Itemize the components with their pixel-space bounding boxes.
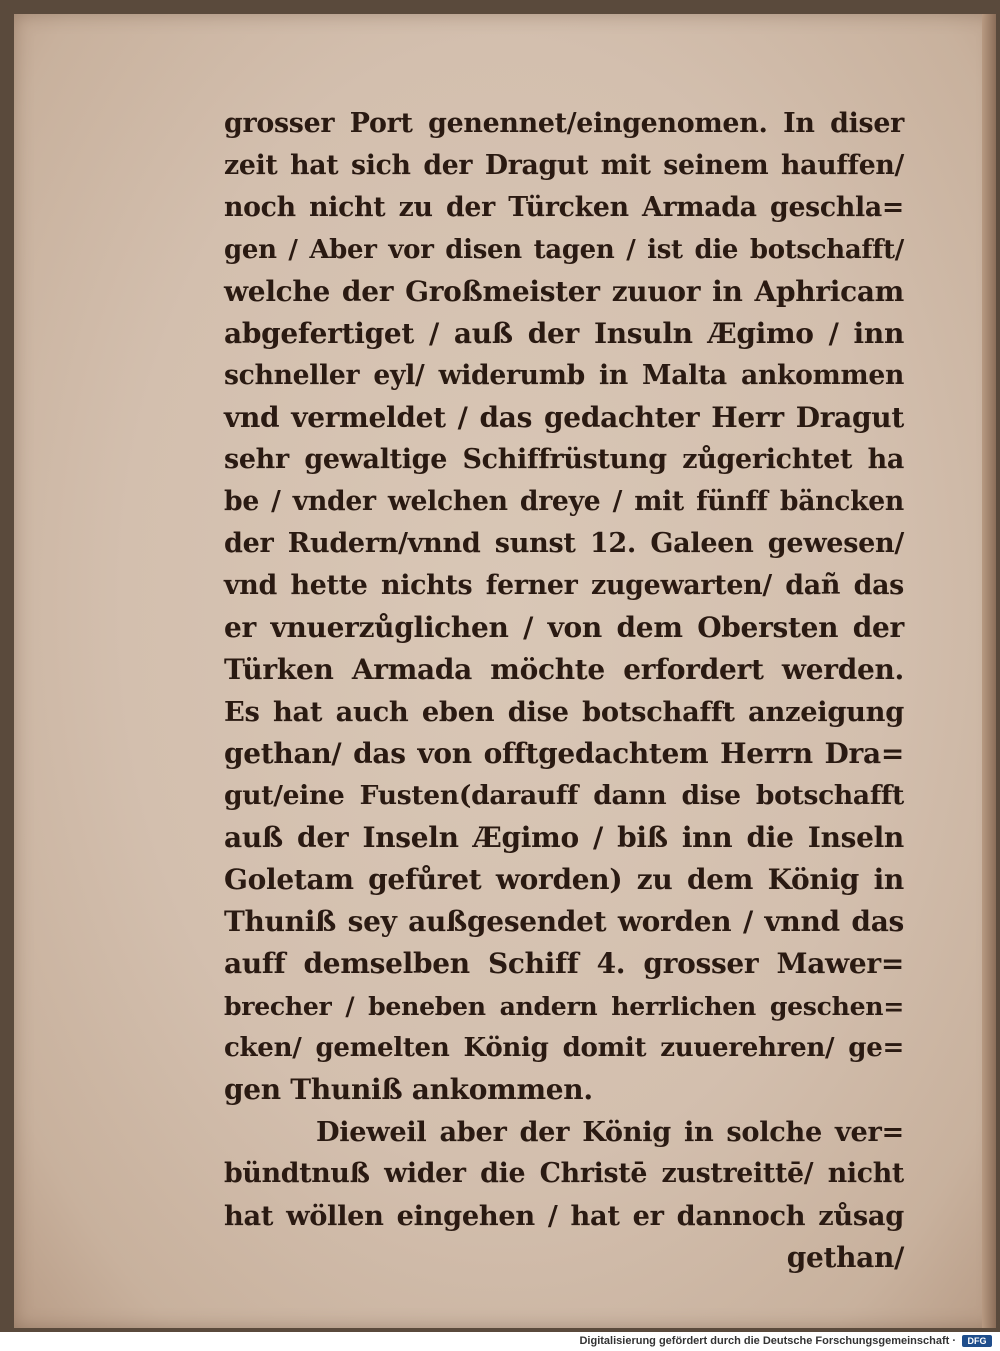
text-line: auß der Inseln Ægimo / biß inn die Inseln [224,821,904,854]
text-line: welche der Großmeister zuuor in Aphricam [224,275,904,308]
funding-credit: Digitalisierung gefördert durch die Deutsche Forschungsgemeinschaft · [579,1335,956,1347]
text-line: vnd hette nichts ferner zugewarten/ dañ das [224,570,904,601]
text-line: brecher / beneben andern herrlichen geschen= [224,991,904,1021]
text-line-paragraph-end: gen Thuniß ankommen. [224,1073,593,1106]
text-line-paragraph-start: Dieweil aber der König in solche ver= [316,1116,904,1148]
text-line: schneller eyl/ widerumb in Malta ankommen [224,360,904,391]
catchword: gethan/ [786,1241,904,1274]
page-gutter [982,14,996,1328]
text-line: der Rudern/vnnd sunst 12. Galeen gewesen/ [224,528,904,559]
footer-bar [0,1332,1000,1351]
text-line: bündtnuß wider die Christē zustreittē/ nicht [224,1158,904,1189]
text-line: hat wöllen eingehen / hat er dannoch zůsag [224,1200,904,1232]
text-line: Türken Armada möchte erfordert werden. [224,653,904,686]
text-line: noch nicht zu der Türcken Armada geschla= [224,192,904,223]
text-line: vnd vermeldet / das gedachter Herr Dragut [224,401,904,434]
text-line: gen / Aber vor disen tagen / ist die botschafft/ [224,235,904,265]
text-line: gut/eine Fusten(darauff dann dise botschafft [224,780,904,811]
text-line: zeit hat sich der Dragut mit seinem hauffen/ [224,150,904,181]
text-line: abgefertiget / auß der Insuln Ægimo / inn [224,317,904,350]
text-line: er vnuerzůglichen / von dem Obersten der [224,611,904,644]
dfg-logo: DFG [962,1335,992,1347]
text-line: Es hat auch eben dise botschafft anzeigung [224,696,904,728]
text-line: grosser Port genennet/eingenomen. In diser [224,108,904,139]
text-line: sehr gewaltige Schiffrüstung zůgerichtet ha [224,444,904,475]
page-text [224,103,904,1279]
text-line: Goletam gefůret worden) zu dem König in [224,863,904,896]
text-line: Thuniß sey außgesendet worden / vnnd das [224,905,904,938]
text-line: cken/ gemelten König domit zuuerehren/ ge= [224,1033,904,1063]
text-line: be / vnder welchen dreye / mit fünff bäncken [224,486,904,517]
text-line: auff demselben Schiff 4. grosser Mawer= [224,947,904,980]
text-line: gethan/ das von offtgedachtem Herrn Dra= [224,737,904,770]
